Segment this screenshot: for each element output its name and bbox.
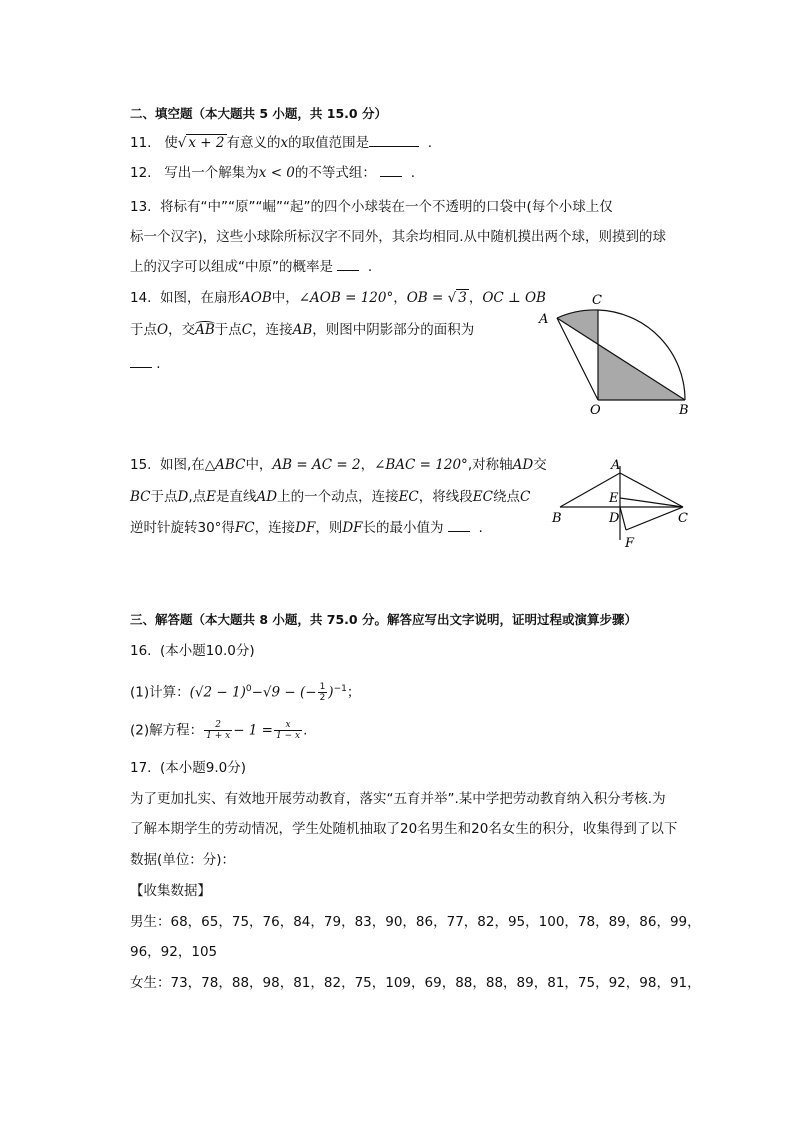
question-14-line-3 [130, 354, 161, 374]
text: ,对称轴 [467, 457, 513, 473]
math-var: EC [398, 489, 419, 505]
question-17-line-3: 数据(单位：分)： [130, 852, 236, 868]
question-15-line-3 [130, 518, 483, 538]
exponent: 0 [245, 684, 252, 694]
score-note: (本小题9.0分) [160, 760, 247, 776]
math-expr: (√2 − 1) [189, 684, 246, 701]
text: 中， [271, 290, 299, 306]
collect-data-heading: 【收集数据】 [130, 883, 211, 899]
text: 如图,在 [160, 457, 205, 473]
sqrt-sign: √ [447, 290, 457, 306]
math-var: AB [292, 322, 313, 338]
math-var: △ABC [204, 457, 246, 473]
question-number: 15. [130, 457, 152, 473]
denominator: 1 − x [276, 731, 301, 741]
question-number: 12. [130, 165, 152, 181]
math-expr: ∠BAC = 120° [374, 457, 468, 473]
math-var: AD [512, 457, 534, 473]
answer-blank [369, 133, 419, 147]
figure-14-sector [535, 288, 705, 418]
numerator: 2 [204, 720, 232, 731]
text: 使 [164, 135, 178, 151]
numerator: 1 [319, 682, 326, 692]
text: ,点 [188, 489, 207, 505]
question-14-line-2 [130, 320, 474, 340]
question-17-line-1: 为了更加扎实、有效地开展劳动教育，落实“五育并举”.某中学把劳动教育纳入积分考核.为 [130, 791, 666, 807]
section-2-title: 二、填空题（本大题共 5 小题，共 15.0 分） [130, 106, 387, 121]
text: . [367, 259, 373, 275]
answer-blank [380, 163, 402, 177]
text: . [427, 135, 433, 151]
text: 写出一个解集为 [164, 165, 259, 181]
text: (1)计算： [130, 684, 190, 701]
math-expr: x < 0 [258, 165, 295, 181]
text: 于点 [214, 322, 242, 338]
answer-blank [448, 518, 470, 532]
text: ，将线段 [418, 489, 473, 505]
question-13-line-1 [130, 197, 613, 217]
figure-15-triangle [545, 452, 705, 557]
text: (2)解方程： [130, 722, 204, 739]
text: 长的最小值为 [362, 520, 444, 536]
text: ，交 [168, 322, 196, 338]
math-expr: ∠AOB = 120° [298, 290, 394, 306]
text: 交 [533, 457, 547, 473]
question-13-line-3 [130, 257, 372, 277]
text: 于点 [150, 489, 178, 505]
text: 上的汉字可以组成“中原”的概率是 [130, 259, 333, 275]
answer-blank [130, 354, 152, 368]
boys-scores-line-1: 男生：68，65，75，76，84，79，83，90，86，77，82，95，100，78，89，86，99， [130, 914, 701, 930]
text: 有意义的 [226, 135, 281, 151]
text: ，连接 [252, 322, 293, 338]
math-var: AOB [241, 290, 272, 306]
question-12 [130, 163, 415, 183]
radicand: 3 [458, 290, 467, 306]
math-var: E [206, 489, 216, 505]
text: 是直线 [216, 489, 257, 505]
text: . [156, 356, 161, 372]
text: ，则 [315, 520, 343, 536]
math-expr: − 1 = [233, 722, 273, 739]
denominator: 2 [319, 693, 326, 703]
label-C: C [678, 511, 688, 526]
text: ， [360, 457, 375, 473]
text: ，则图中阴影部分的面积为 [312, 322, 475, 338]
score-note: (本小题10.0分) [160, 643, 255, 659]
denominator: 1 + x [206, 731, 231, 741]
label-E: E [609, 491, 619, 506]
label-A: A [539, 312, 549, 327]
text: 绕点 [492, 489, 520, 505]
text: 上的一个动点，连接 [277, 489, 399, 505]
label-F: F [625, 536, 635, 551]
question-14-line-1 [130, 288, 546, 308]
fraction [274, 720, 302, 741]
math-var: C [241, 322, 253, 338]
question-16-header [130, 641, 255, 661]
text: ，连接 [254, 520, 296, 536]
radicand: x + 2 [188, 135, 225, 151]
girls-scores-line-1: 女生：73，78，88，98，81，82，75，109，69，88，88，89，81，75，92，98，91， [130, 975, 701, 991]
label-D: D [609, 511, 620, 526]
answer-blank [337, 257, 359, 271]
question-13-line-2: 标一个汉字)，这些小球除所标汉字不同外，其余均相同.从中随机摸出两个球，则摸到的球 [130, 229, 667, 245]
text: ， [468, 290, 483, 306]
text: ； [346, 684, 361, 701]
exponent: −1 [333, 684, 347, 694]
math-var: O [157, 322, 169, 338]
question-number: 16. [130, 643, 152, 659]
text: 将标有“中”“原”“崛”“起”的四个小球装在一个不透明的口袋中(每个小球上仅 [160, 199, 613, 215]
fraction [318, 682, 328, 703]
text: ， [393, 290, 407, 306]
boys-scores-line-2: 96，92，105 [130, 944, 218, 960]
label-A: A [611, 458, 621, 473]
question-number: 13. [130, 199, 152, 215]
math-var: DF [342, 520, 363, 536]
question-number: 14. [130, 290, 152, 306]
text: 逆时针旋转30°得 [130, 520, 235, 536]
label-C: C [592, 293, 602, 308]
math-expr: AB = AC = 2 [272, 457, 361, 473]
text: 中， [245, 457, 273, 473]
math-expr: −√9 − (− [251, 684, 317, 701]
question-15-line-1 [130, 455, 547, 475]
text: . [303, 722, 308, 739]
math-expr: ) [328, 684, 334, 701]
question-number: 17. [130, 760, 152, 776]
text: 的不等式组： [294, 165, 376, 181]
fraction [204, 720, 232, 741]
math-expr: OB = [406, 290, 448, 306]
text: . [478, 520, 483, 536]
question-17-header [130, 758, 246, 778]
label-B: B [552, 511, 562, 526]
segment-DF [620, 507, 626, 530]
question-11 [130, 133, 432, 153]
numerator: x [274, 720, 302, 731]
math-expr: OC ⊥ OB [482, 290, 546, 306]
math-var: AD [256, 489, 278, 505]
text: 于点 [130, 322, 157, 338]
question-16-part-1 [130, 679, 360, 703]
math-var: DF [295, 520, 316, 536]
text: 的取值范围是 [288, 135, 370, 151]
question-16-part-2 [130, 720, 307, 741]
math-var: EC [472, 489, 493, 505]
math-var: x [280, 135, 289, 151]
question-15-line-2 [130, 487, 530, 507]
question-number: 11. [130, 135, 152, 151]
math-var: BC [130, 489, 151, 505]
text: . [410, 165, 416, 181]
question-17-line-2: 了解本期学生的劳动情况，学生处随机抽取了20名男生和20名女生的积分，收集得到了以下 [130, 821, 678, 837]
label-O: O [590, 403, 601, 418]
arc-notation: AB [195, 322, 215, 338]
text: 如图，在扇形 [160, 290, 241, 306]
section-3-title: 三、解答题（本大题共 8 小题，共 75.0 分。解答应写出文字说明，证明过程或演算步骤） [130, 612, 637, 627]
math-var: FC [234, 520, 255, 536]
math-var: D [177, 489, 189, 505]
label-B: B [679, 403, 689, 418]
sqrt-sign: √ [177, 135, 187, 151]
math-var: C [519, 489, 531, 505]
segment-FC [626, 507, 683, 530]
